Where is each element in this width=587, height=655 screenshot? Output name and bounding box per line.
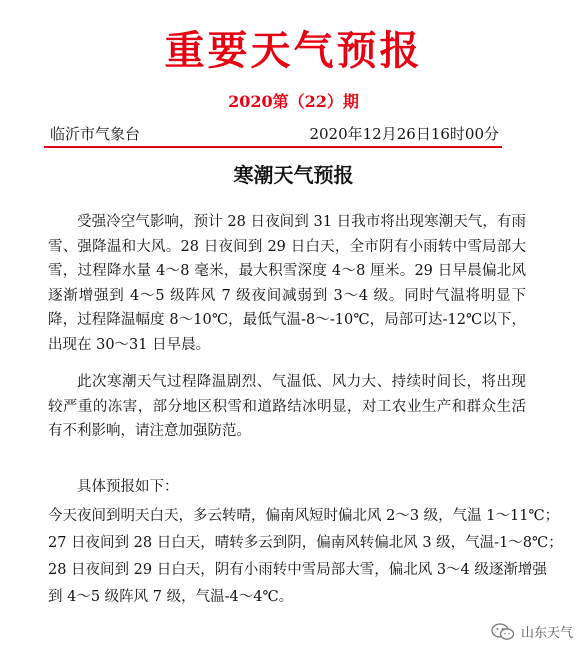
document-title: 重要天气预报 bbox=[164, 28, 423, 74]
paragraph-overview: 受强冷空气影响，预计 28 日夜间到 31 日我市将出现寒潮天气，有雨雪、强降温和大风。28 日夜间到 29 日白天，全市阴有小雨转中雪局部大雪，过程降水量 4～8 毫米，最大积雪深度 4～8 厘米。29 日早晨偏北风逐渐增强到 4～5 级阵风 7 级夜间减弱到 3～4 级。同时气温将明显下降，过程降温幅度 8～10℃，最低气温-8～-10℃，局部可达-12℃以下，出现在 30～31 日早晨。 bbox=[48, 214, 526, 353]
wechat-icon bbox=[491, 623, 515, 641]
forecast-line: 今天夜间到明天白天，多云转晴，偏南风短时偏北风 2～3 级，气温 1～11℃； bbox=[48, 508, 560, 524]
paragraph-impact: 此次寒潮天气过程降温剧烈、气温低、风力大、持续时间长，将出现较严重的冻害，部分地区积雪和道路结冰明显，对工农业生产和群众生活有不利影响，请注意加强防范。 bbox=[48, 374, 526, 439]
forecast-line: 到 4～5 级阵风 7 级，气温-4～4℃。 bbox=[48, 589, 294, 605]
forecast-line: 27 日夜间到 28 日白天，晴转多云到阴，偏南风转偏北风 3 级，气温-1～8℃； bbox=[48, 535, 563, 551]
header-divider bbox=[44, 146, 502, 148]
issue-number: 2020第（22）期 bbox=[228, 92, 359, 111]
watermark-label: 山东天气 bbox=[520, 626, 573, 641]
forecast-line: 28 日夜间到 29 日白天，阴有小雨转中雪局部大雪，偏北风 3～4 级逐渐增强 bbox=[48, 562, 547, 578]
paragraph-forecast-intro: 具体预报如下： bbox=[77, 479, 179, 495]
issue-datetime: 2020年12月26日16时00分 bbox=[309, 125, 499, 143]
issuer-name: 临沂市气象台 bbox=[50, 125, 141, 143]
section-heading: 寒潮天气预报 bbox=[233, 163, 354, 187]
source-watermark bbox=[491, 622, 573, 641]
